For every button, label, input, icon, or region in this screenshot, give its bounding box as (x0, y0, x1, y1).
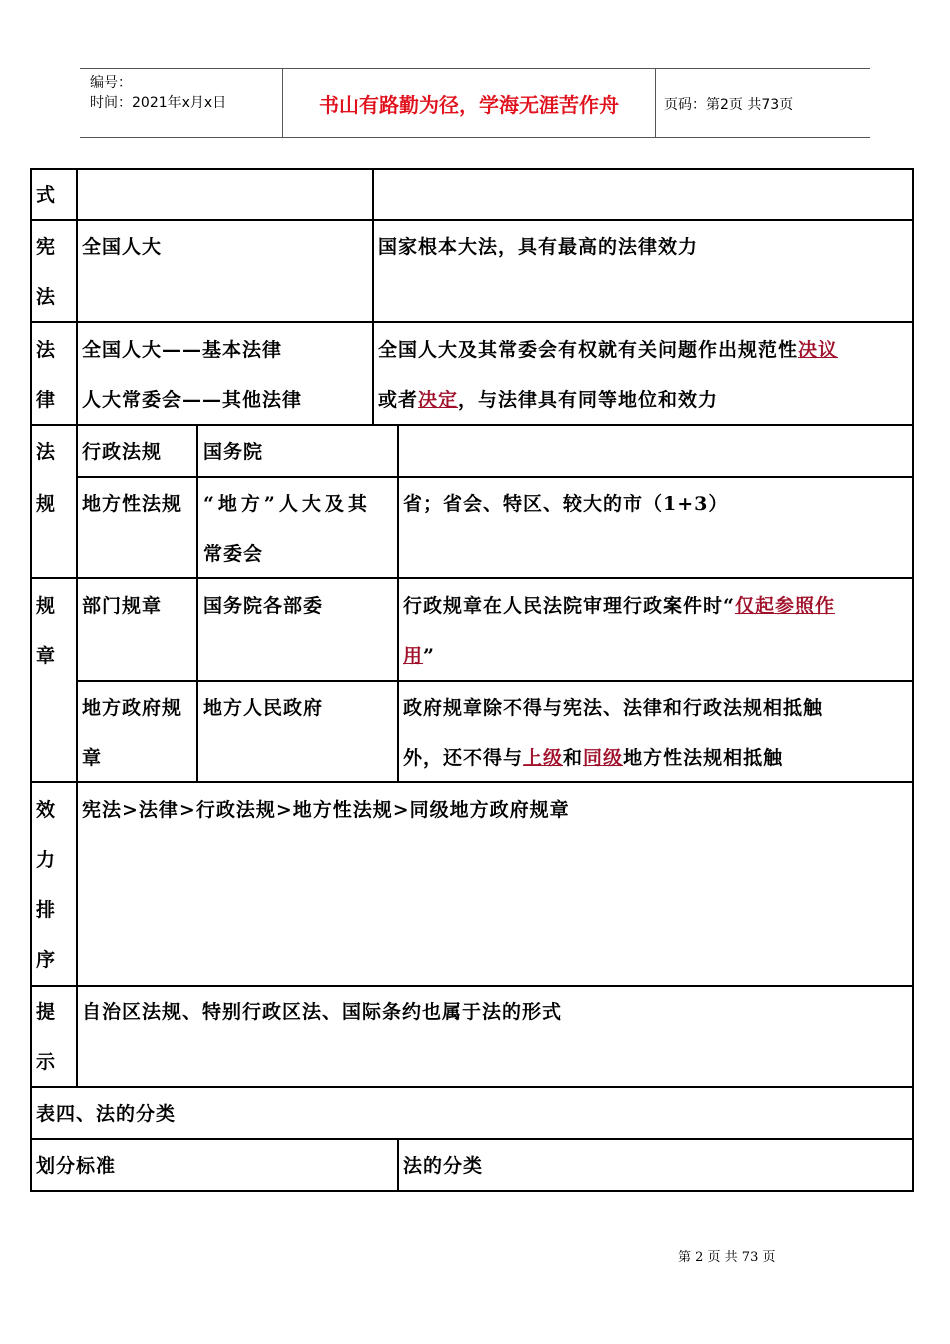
underlined-term: 决议 (798, 339, 839, 361)
maker-cell: 全国人大 (82, 236, 163, 258)
grid-line (76, 168, 78, 1088)
maker-cell: “地方”人大及其 (203, 493, 371, 515)
maker-cell: 地方人民政府 (203, 697, 324, 719)
row-label: 律 (36, 389, 57, 411)
grid-line (30, 168, 32, 1192)
maker-cell: 国务院各部委 (203, 595, 324, 617)
row-label: 法 (36, 441, 57, 463)
name-cell: 章 (82, 747, 103, 769)
underlined-term: 同级 (583, 747, 624, 769)
underlined-term: 用 (403, 645, 424, 667)
row-label: 序 (36, 949, 57, 971)
grid-line (912, 168, 914, 1192)
grid-line (30, 1086, 914, 1088)
row-label: 宪 (36, 236, 57, 258)
desc-cell (403, 733, 783, 783)
row-label: 式 (36, 184, 57, 206)
desc-cell (378, 325, 838, 375)
row-label: 排 (36, 899, 57, 921)
row-label: 规 (36, 595, 57, 617)
desc-text: 或者 (378, 389, 419, 411)
name-cell: 部门规章 (82, 595, 163, 617)
grid-line (397, 1138, 399, 1192)
maker-cell: 常委会 (203, 543, 264, 565)
row-label: 章 (36, 645, 57, 667)
desc-cell (403, 581, 835, 631)
grid-line (397, 424, 399, 783)
number-label: 编号： (90, 75, 132, 91)
underlined-term: 仅起参照作 (734, 595, 835, 617)
desc-text: ，与法律具有同等地位和效力 (458, 389, 719, 411)
row-label: 规 (36, 493, 57, 515)
name-cell: 地方性法规 (82, 493, 183, 515)
underlined-term: 上级 (523, 747, 564, 769)
content-cell: 宪法>法律>行政法规>地方性法规>同级地方政府规章 (82, 799, 570, 821)
grid-line (196, 424, 198, 783)
page-header (80, 68, 870, 138)
row-label: 法 (36, 339, 57, 361)
grid-line (30, 219, 914, 221)
underlined-term: 决定 (418, 389, 459, 411)
grid-line (78, 680, 914, 682)
row-label: 提 (36, 1001, 57, 1023)
column-header: 法的分类 (403, 1155, 484, 1177)
row-label: 示 (36, 1051, 57, 1073)
desc-text: 和 (563, 747, 584, 769)
desc-cell (403, 631, 435, 681)
grid-line (30, 321, 914, 323)
desc-text: 行政规章在人民法院审理行政案件时“ (403, 595, 735, 617)
page-info: 页码：第2页 共73页 (664, 97, 794, 113)
maker-cell: 人大常委会——其他法律 (82, 389, 303, 411)
header-meta (80, 69, 282, 137)
page-footer: 第 2 页 共 73 页 (678, 1250, 776, 1265)
grid-line (372, 168, 374, 426)
grid-line (30, 577, 914, 579)
desc-text: 全国人大及其常委会有权就有关问题作出规范性 (378, 339, 799, 361)
name-cell: 行政法规 (82, 441, 163, 463)
desc-cell: 省；省会、特区、较大的市（1+3） (403, 493, 729, 515)
time-label: 时间：2021年x月x日 (90, 95, 227, 111)
maker-cell: 全国人大——基本法律 (82, 339, 283, 361)
table-title: 表四、法的分类 (36, 1103, 177, 1125)
desc-text: 外，还不得与 (403, 747, 524, 769)
desc-cell: 国家根本大法，具有最高的法律效力 (378, 236, 699, 258)
column-header: 划分标准 (36, 1155, 117, 1177)
name-cell: 地方政府规 (82, 697, 183, 719)
row-label: 力 (36, 849, 57, 871)
row-label: 法 (36, 286, 57, 308)
desc-text: 地方性法规相抵触 (623, 747, 784, 769)
grid-line (30, 168, 914, 170)
maker-cell: 国务院 (203, 441, 264, 463)
desc-text: ” (423, 645, 435, 667)
desc-cell: 政府规章除不得与宪法、法律和行政法规相抵触 (403, 697, 824, 719)
motto: 书山有路勤为径，学海无涯苦作舟 (282, 69, 656, 137)
row-label: 效 (36, 799, 57, 821)
content-cell: 自治区法规、特别行政区法、国际条约也属于法的形式 (82, 1001, 563, 1023)
desc-cell (378, 375, 718, 425)
